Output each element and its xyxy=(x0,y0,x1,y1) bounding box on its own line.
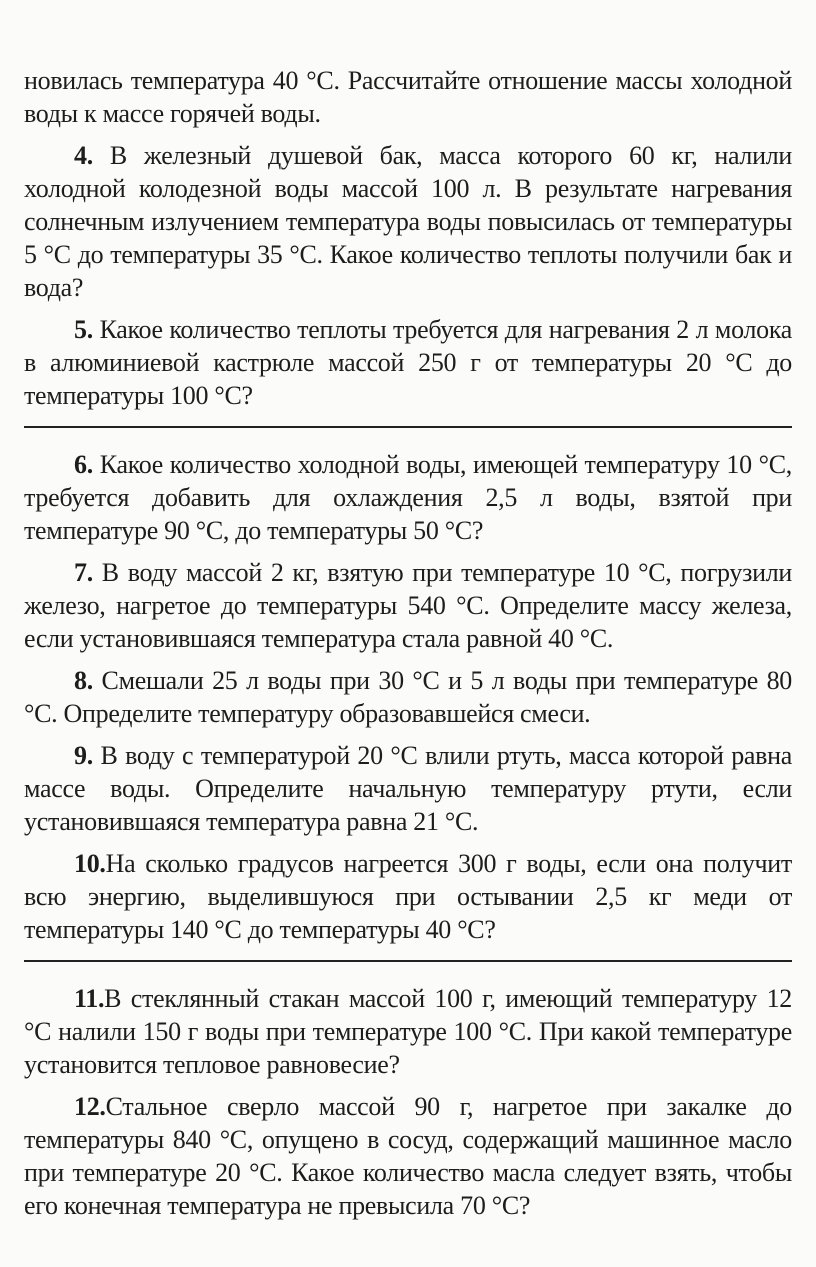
problem-3-continuation xyxy=(24,64,792,130)
problem-4 xyxy=(24,139,792,304)
problem-text: В воду массой 2 кг, взятую при температуре 10 °С, погрузили железо, нагретое до температуры 540 °С. Определите массу железа, если установившаяся температура стала равной 40 °С. xyxy=(24,558,792,653)
problem-number: 4. xyxy=(74,141,93,170)
problem-11 xyxy=(24,982,792,1081)
problem-number: 11. xyxy=(74,984,105,1013)
problem-12 xyxy=(24,1090,792,1222)
problem-7 xyxy=(24,556,792,655)
problem-list xyxy=(24,64,792,1231)
problem-6 xyxy=(24,448,792,547)
problem-text: В стеклянный стакан массой 100 г, имеющий температуру 12 °С налили 150 г воды при температуре 100 °С. При какой температуре установится тепловое равновесие? xyxy=(24,984,792,1079)
problem-text: На сколько градусов нагреется 300 г воды, если она получит всю энергию, выделившуюся при остывании 2,5 кг меди от температуры 140 °С до температуры 40 °С? xyxy=(24,849,792,944)
section-divider xyxy=(24,426,792,428)
problem-text: В железный душевой бак, масса которого 60 кг, налили холодной колодезной воды массой 100 л. В результате нагревания солнечным излучением температура воды повысилась от температуры 5 °С до температуры 35 °С. Какое количество теплоты получили бак и вода? xyxy=(24,141,793,302)
problem-text: Какое количество теплоты требуется для нагревания 2 л молока в алюминиевой кастрюле массой 250 г от температуры 20 °С до температуры 100 °С? xyxy=(24,315,792,410)
problem-9 xyxy=(24,739,792,838)
problem-number: 5. xyxy=(74,315,93,344)
problem-10 xyxy=(24,847,792,946)
problem-number: 7. xyxy=(74,558,93,587)
problem-number: 9. xyxy=(74,741,93,770)
section-divider xyxy=(24,960,792,962)
problem-text: Какое количество холодной воды, имеющей температуру 10 °С, требуется добавить для охлаждения 2,5 л воды, взятой при температуре 90 °С, до температуры 50 °С? xyxy=(24,450,793,545)
problem-text: Стальное сверло массой 90 г, нагретое при закалке до температуры 840 °С, опущено в сосуд, содержащий машинное масло при температуре 20 °С. Какое количество масла следует взять, чтобы его конечная температура не превысила 70 °С? xyxy=(24,1092,792,1220)
problem-text: новилась температура 40 °С. Рассчитайте отношение массы холодной воды к массе горячей воды. xyxy=(24,66,792,128)
problem-number: 12. xyxy=(74,1092,106,1121)
problem-number: 8. xyxy=(74,666,93,695)
problem-8 xyxy=(24,664,792,730)
problem-text: Смешали 25 л воды при 30 °С и 5 л воды при температуре 80 °С. Определите температуру образовавшейся смеси. xyxy=(24,666,792,728)
problem-number: 10. xyxy=(74,849,106,878)
problem-number: 6. xyxy=(74,450,93,479)
problem-text: В воду с температурой 20 °С влили ртуть, масса которой равна массе воды. Определите начальную температуру ртути, если установившаяся температура равна 21 °С. xyxy=(24,741,793,836)
problem-5 xyxy=(24,313,792,412)
